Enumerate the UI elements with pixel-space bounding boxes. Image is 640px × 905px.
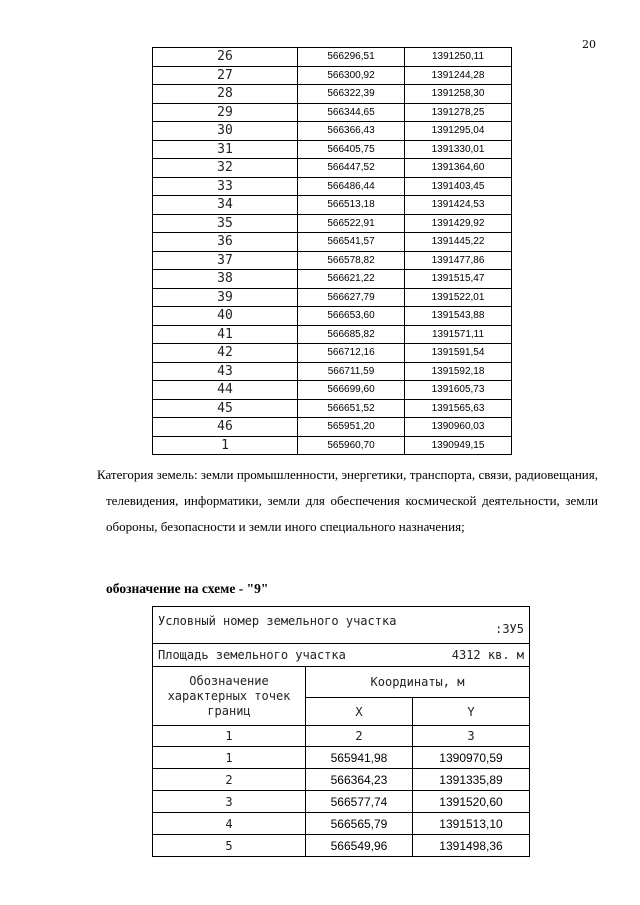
header-x: X <box>306 698 413 726</box>
y-cell: 1391335,89 <box>413 769 530 791</box>
point-cell: 32 <box>153 159 298 178</box>
parcel-coordinates-table <box>152 606 530 857</box>
point-cell: 3 <box>153 791 306 813</box>
x-cell: 566627,79 <box>298 288 405 307</box>
point-cell: 29 <box>153 103 298 122</box>
point-cell: 38 <box>153 270 298 289</box>
point-cell: 31 <box>153 140 298 159</box>
y-cell: 1391424,53 <box>405 196 512 215</box>
point-cell: 46 <box>153 418 298 437</box>
point-cell: 33 <box>153 177 298 196</box>
parcel-number-cell <box>153 607 530 644</box>
index-row <box>153 726 530 747</box>
y-cell: 1391498,36 <box>413 835 530 857</box>
table-row <box>153 288 512 307</box>
point-cell: 4 <box>153 813 306 835</box>
x-cell: 566712,16 <box>298 344 405 363</box>
index-cell-1: 1 <box>153 726 306 747</box>
x-cell: 566405,75 <box>298 140 405 159</box>
x-cell: 566513,18 <box>298 196 405 215</box>
header-coordinates: Координаты, м <box>306 667 530 698</box>
point-cell: 40 <box>153 307 298 326</box>
index-cell-2: 2 <box>306 726 413 747</box>
point-cell: 44 <box>153 381 298 400</box>
table-row <box>153 813 530 835</box>
parcel-area-cell <box>153 644 530 667</box>
table-row <box>153 159 512 178</box>
point-cell: 26 <box>153 48 298 67</box>
x-cell: 565960,70 <box>298 436 405 455</box>
y-cell: 1391591,54 <box>405 344 512 363</box>
y-cell: 1391403,45 <box>405 177 512 196</box>
parcel-code: :ЗУ5 <box>495 621 524 636</box>
x-cell: 566711,59 <box>298 362 405 381</box>
y-cell: 1391295,04 <box>405 122 512 141</box>
x-cell: 565941,98 <box>306 747 413 769</box>
parcel-number-label: Условный номер земельного участка <box>158 613 397 628</box>
point-cell: 43 <box>153 362 298 381</box>
y-cell: 1391445,22 <box>405 233 512 252</box>
x-cell: 566699,60 <box>298 381 405 400</box>
scheme-designation-heading: обозначение на схеме - "9" <box>106 581 269 596</box>
point-cell: 34 <box>153 196 298 215</box>
table-row <box>153 214 512 233</box>
table-row <box>153 177 512 196</box>
point-cell: 30 <box>153 122 298 141</box>
x-cell: 566447,52 <box>298 159 405 178</box>
table-row <box>153 362 512 381</box>
y-cell: 1391477,86 <box>405 251 512 270</box>
table-row <box>153 233 512 252</box>
point-cell: 35 <box>153 214 298 233</box>
y-cell: 1391258,30 <box>405 85 512 104</box>
x-cell: 566577,74 <box>306 791 413 813</box>
table-row <box>153 747 530 769</box>
table-row <box>153 103 512 122</box>
header-row <box>153 667 530 698</box>
x-cell: 566621,22 <box>298 270 405 289</box>
point-cell: 42 <box>153 344 298 363</box>
y-cell: 1391513,10 <box>413 813 530 835</box>
header-y: Y <box>413 698 530 726</box>
x-cell: 566651,52 <box>298 399 405 418</box>
point-cell: 28 <box>153 85 298 104</box>
table-row <box>153 418 512 437</box>
x-cell: 566541,57 <box>298 233 405 252</box>
y-cell: 1391250,11 <box>405 48 512 67</box>
x-cell: 565951,20 <box>298 418 405 437</box>
table-row <box>153 381 512 400</box>
x-cell: 566366,43 <box>298 122 405 141</box>
y-cell: 1391565,63 <box>405 399 512 418</box>
y-cell: 1391520,60 <box>413 791 530 813</box>
x-cell: 566549,96 <box>306 835 413 857</box>
table-row <box>153 769 530 791</box>
table-row <box>153 791 530 813</box>
y-cell: 1390949,15 <box>405 436 512 455</box>
y-cell: 1390970,59 <box>413 747 530 769</box>
table-row <box>153 66 512 85</box>
parcel-table-body <box>153 607 530 857</box>
table-row <box>153 307 512 326</box>
table-row <box>153 48 512 67</box>
coordinates-table-continued <box>152 47 512 455</box>
x-cell: 566653,60 <box>298 307 405 326</box>
point-cell: 5 <box>153 835 306 857</box>
point-cell: 1 <box>153 436 298 455</box>
page-number: 20 <box>582 38 596 51</box>
x-cell: 566322,39 <box>298 85 405 104</box>
table-row <box>153 251 512 270</box>
y-cell: 1391244,28 <box>405 66 512 85</box>
table-row <box>153 85 512 104</box>
table-row <box>153 399 512 418</box>
y-cell: 1391515,47 <box>405 270 512 289</box>
x-cell: 566364,23 <box>306 769 413 791</box>
y-cell: 1391592,18 <box>405 362 512 381</box>
land-category-paragraph <box>97 462 598 540</box>
table-row <box>153 270 512 289</box>
table-row <box>153 344 512 363</box>
y-cell: 1391571,11 <box>405 325 512 344</box>
point-cell: 45 <box>153 399 298 418</box>
table-row <box>153 140 512 159</box>
point-cell: 37 <box>153 251 298 270</box>
x-cell: 566300,92 <box>298 66 405 85</box>
table-row <box>153 325 512 344</box>
y-cell: 1391364,60 <box>405 159 512 178</box>
point-cell: 2 <box>153 769 306 791</box>
parcel-area-row <box>153 644 530 667</box>
table-row <box>153 196 512 215</box>
y-cell: 1391429,92 <box>405 214 512 233</box>
y-cell: 1390960,03 <box>405 418 512 437</box>
point-cell: 39 <box>153 288 298 307</box>
point-cell: 1 <box>153 747 306 769</box>
header-points: Обозначение характерных точек границ <box>153 667 306 726</box>
point-cell: 27 <box>153 66 298 85</box>
x-cell: 566565,79 <box>306 813 413 835</box>
x-cell: 566486,44 <box>298 177 405 196</box>
y-cell: 1391522,01 <box>405 288 512 307</box>
coordinates-table-body <box>153 48 512 455</box>
x-cell: 566344,65 <box>298 103 405 122</box>
y-cell: 1391605,73 <box>405 381 512 400</box>
parcel-area-value: 4312 кв. м <box>451 648 524 662</box>
point-cell: 36 <box>153 233 298 252</box>
y-cell: 1391543,88 <box>405 307 512 326</box>
land-category-text: Категория земель: земли промышленности, энергетики, транспорта, связи, радиовещания, телевидения, информатики, земли для обеспечения космической деятельности, земли обороны, безопасности и земли иного специального назначения; <box>97 467 598 534</box>
parcel-area-label: Площадь земельного участка <box>158 648 346 662</box>
x-cell: 566296,51 <box>298 48 405 67</box>
table-row <box>153 436 512 455</box>
index-cell-3: 3 <box>413 726 530 747</box>
parcel-number-row <box>153 607 530 644</box>
point-cell: 41 <box>153 325 298 344</box>
y-cell: 1391330,01 <box>405 140 512 159</box>
y-cell: 1391278,25 <box>405 103 512 122</box>
table-row <box>153 835 530 857</box>
x-cell: 566578,82 <box>298 251 405 270</box>
x-cell: 566685,82 <box>298 325 405 344</box>
x-cell: 566522,91 <box>298 214 405 233</box>
table-row <box>153 122 512 141</box>
